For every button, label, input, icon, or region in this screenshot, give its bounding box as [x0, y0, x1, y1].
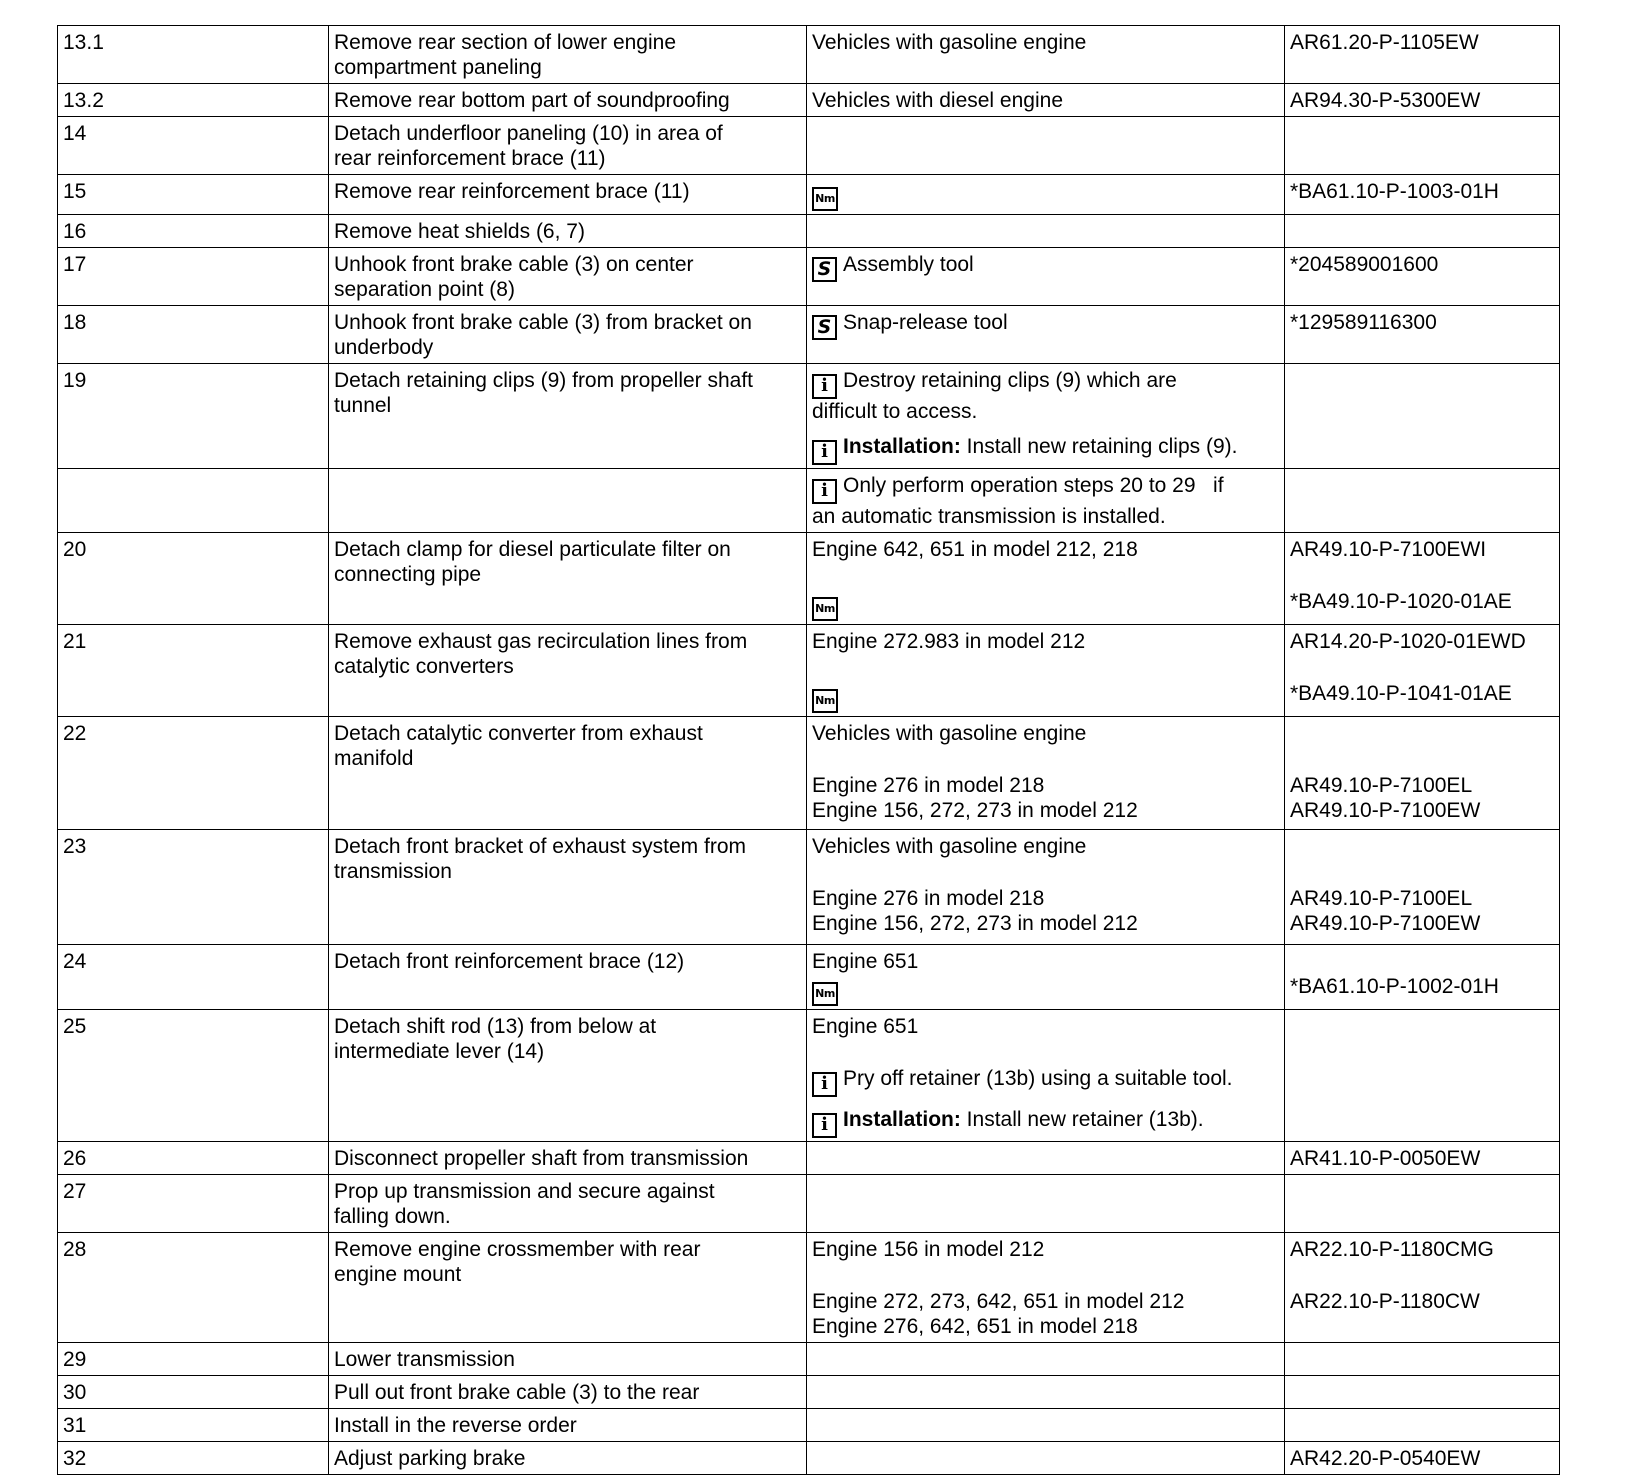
- info-icon: i: [812, 1113, 837, 1138]
- document-reference: AR14.20-P-1020-01EWD: [1290, 630, 1526, 653]
- condition-text: Engine 276 in model 218: [812, 774, 1045, 797]
- operation-cell: [329, 469, 807, 533]
- condition-line: [812, 1289, 1279, 1314]
- reference-cell: [1285, 1376, 1560, 1409]
- operation-text: compartment paneling: [334, 56, 542, 79]
- document-reference: *BA49.10-P-1020-01AE: [1290, 590, 1512, 613]
- condition-text: Vehicles with gasoline engine: [812, 835, 1087, 858]
- document-reference: AR22.10-P-1180CMG: [1290, 1238, 1494, 1261]
- table-row: [58, 1442, 1560, 1475]
- operation-text: manifold: [334, 747, 414, 770]
- reference-cell: [1285, 533, 1560, 625]
- operation-text: catalytic converters: [334, 655, 514, 678]
- operation-cell: [329, 248, 807, 306]
- operation-text: Remove rear section of lower engine: [334, 31, 677, 54]
- operation-text: Detach front reinforcement brace (12): [334, 950, 685, 973]
- operation-cell: [329, 1409, 807, 1442]
- reference-cell: [1285, 469, 1560, 533]
- condition-cell: [807, 1409, 1285, 1442]
- table-row: [58, 1343, 1560, 1376]
- operation-cell: [329, 215, 807, 248]
- condition-text: difficult to access.: [812, 400, 978, 423]
- operation-text: rear reinforcement brace (11): [334, 147, 606, 170]
- condition-cell: [807, 1442, 1285, 1475]
- step-number-cell: [58, 1442, 329, 1475]
- step-number-cell: [58, 1343, 329, 1376]
- info-icon: i: [812, 479, 837, 504]
- condition-line: [812, 434, 1279, 465]
- operation-text: separation point (8): [334, 278, 515, 301]
- reference-cell: [1285, 306, 1560, 364]
- reference-cell: [1285, 1010, 1560, 1142]
- condition-text: Engine 642, 651 in model 212, 218: [812, 538, 1138, 561]
- document-reference: AR49.10-P-7100EW: [1290, 912, 1481, 935]
- step-number-cell: [58, 215, 329, 248]
- special-tool-icon: S: [812, 257, 837, 282]
- document-reference: AR49.10-P-7100EW: [1290, 799, 1481, 822]
- operation-text: Detach catalytic converter from exhaust: [334, 722, 703, 745]
- condition-line: [812, 886, 1279, 911]
- condition-cell: [807, 830, 1285, 945]
- step-number: 26: [63, 1147, 87, 1170]
- condition-cell: [807, 1175, 1285, 1233]
- reference-cell: [1285, 26, 1560, 84]
- step-number-cell: [58, 1142, 329, 1175]
- condition-text: Engine 651: [812, 1015, 919, 1038]
- step-number-cell: [58, 1376, 329, 1409]
- condition-cell: [807, 364, 1285, 469]
- condition-cell: [807, 175, 1285, 215]
- step-number: 32: [63, 1447, 87, 1470]
- condition-text: Install new retainer (13b).: [960, 1108, 1204, 1131]
- step-number-cell: [58, 175, 329, 215]
- reference-cell: [1285, 1142, 1560, 1175]
- operation-text: Detach underfloor paneling (10) in area of: [334, 122, 723, 145]
- condition-line: [812, 1237, 1279, 1262]
- condition-cell: [807, 84, 1285, 117]
- operation-text: Detach retaining clips (9) from propeller shaft: [334, 369, 754, 392]
- document-reference: AR22.10-P-1180CW: [1290, 1290, 1480, 1313]
- condition-cell: [807, 1010, 1285, 1142]
- operation-text: Unhook front brake cable (3) on center: [334, 253, 694, 276]
- info-icon: i: [812, 440, 837, 465]
- operation-text: Remove engine crossmember with rear: [334, 1238, 701, 1261]
- operation-cell: [329, 364, 807, 469]
- condition-line: [812, 504, 1279, 529]
- operation-cell: [329, 1175, 807, 1233]
- condition-cell: [807, 248, 1285, 306]
- operation-text: falling down.: [334, 1205, 451, 1228]
- operation-cell: [329, 1376, 807, 1409]
- condition-line: [812, 629, 1279, 654]
- condition-line: [812, 798, 1279, 823]
- installation-label: Installation:: [843, 1108, 961, 1131]
- operation-text: Unhook front brake cable (3) from bracket on: [334, 311, 752, 334]
- step-number-cell: [58, 1175, 329, 1233]
- step-number: 13.1: [63, 31, 104, 54]
- operation-text: Detach shift rod (13) from below at: [334, 1015, 657, 1038]
- operation-text: Install in the reverse order: [334, 1414, 577, 1437]
- reference-cell: [1285, 1409, 1560, 1442]
- reference-cell: [1285, 1233, 1560, 1343]
- document-reference: AR41.10-P-0050EW: [1290, 1147, 1481, 1170]
- operation-text: Remove rear bottom part of soundproofing: [334, 89, 730, 112]
- condition-text: Vehicles with diesel engine: [812, 89, 1063, 112]
- condition-line: [812, 911, 1279, 936]
- step-number-cell: [58, 84, 329, 117]
- operation-cell: [329, 717, 807, 830]
- operation-cell: [329, 84, 807, 117]
- table-row: [58, 1175, 1560, 1233]
- step-number-cell: [58, 26, 329, 84]
- condition-line: [812, 589, 1279, 621]
- info-icon: i: [812, 1072, 837, 1097]
- document-reference: AR49.10-P-7100EL: [1290, 774, 1473, 797]
- step-number: 24: [63, 950, 87, 973]
- procedure-table: [57, 25, 1560, 1475]
- condition-cell: [807, 469, 1285, 533]
- condition-cell: [807, 1376, 1285, 1409]
- condition-text: Engine 272, 273, 642, 651 in model 212: [812, 1290, 1185, 1313]
- condition-text: Engine 276, 642, 651 in model 218: [812, 1315, 1138, 1338]
- operation-text: underbody: [334, 336, 434, 359]
- condition-text: Assembly tool: [843, 253, 974, 276]
- document-reference: *204589001600: [1290, 253, 1439, 276]
- step-number: 17: [63, 253, 87, 276]
- condition-cell: [807, 717, 1285, 830]
- condition-text: Engine 156, 272, 273 in model 212: [812, 799, 1138, 822]
- condition-line: [812, 681, 1279, 713]
- table-row: [58, 306, 1560, 364]
- operation-text: Detach clamp for diesel particulate filter on: [334, 538, 731, 561]
- step-number-cell: [58, 533, 329, 625]
- step-number: 21: [63, 630, 87, 653]
- step-number-cell: [58, 945, 329, 1010]
- table-row: [58, 625, 1560, 717]
- condition-cell: [807, 26, 1285, 84]
- step-number: 19: [63, 369, 87, 392]
- step-number: 15: [63, 180, 87, 203]
- table-row: [58, 215, 1560, 248]
- condition-line: [812, 1314, 1279, 1339]
- reference-cell: [1285, 717, 1560, 830]
- table-row: [58, 175, 1560, 215]
- torque-nm-icon: Nm: [812, 689, 838, 713]
- step-number: 20: [63, 538, 87, 561]
- condition-cell: [807, 215, 1285, 248]
- document-reference: AR61.20-P-1105EW: [1290, 31, 1479, 54]
- step-number: 25: [63, 1015, 87, 1038]
- operation-text: tunnel: [334, 394, 392, 417]
- step-number: 23: [63, 835, 87, 858]
- condition-line: [812, 834, 1279, 859]
- torque-nm-icon: Nm: [812, 597, 838, 621]
- operation-cell: [329, 117, 807, 175]
- table-row: [58, 84, 1560, 117]
- condition-line: [812, 537, 1279, 562]
- step-number: 13.2: [63, 89, 104, 112]
- condition-text: Destroy retaining clips (9) which are: [843, 369, 1177, 392]
- condition-line: [812, 88, 1279, 113]
- document-reference: AR42.20-P-0540EW: [1290, 1447, 1481, 1470]
- condition-line: [812, 974, 1279, 1006]
- document-reference: [1290, 949, 1554, 974]
- reference-cell: [1285, 945, 1560, 1010]
- reference-cell: [1285, 215, 1560, 248]
- condition-line: [812, 721, 1279, 746]
- condition-text: Vehicles with gasoline engine: [812, 31, 1087, 54]
- condition-text: Engine 156, 272, 273 in model 212: [812, 912, 1138, 935]
- reference-cell: [1285, 364, 1560, 469]
- operation-cell: [329, 1010, 807, 1142]
- table-row: [58, 1409, 1560, 1442]
- step-number-cell: [58, 830, 329, 945]
- table-row: [58, 364, 1560, 469]
- reference-cell: [1285, 84, 1560, 117]
- document-reference: [1290, 721, 1554, 746]
- torque-nm-icon: Nm: [812, 187, 838, 211]
- step-number-cell: [58, 364, 329, 469]
- table-row: [58, 945, 1560, 1010]
- document-reference: *129589116300: [1290, 311, 1437, 334]
- operation-cell: [329, 830, 807, 945]
- document-reference: AR94.30-P-5300EW: [1290, 89, 1481, 112]
- operation-cell: [329, 1343, 807, 1376]
- table-row: [58, 1376, 1560, 1409]
- operation-text: engine mount: [334, 1263, 462, 1286]
- step-number: 28: [63, 1238, 87, 1261]
- operation-cell: [329, 175, 807, 215]
- operation-cell: [329, 1442, 807, 1475]
- reference-cell: [1285, 1442, 1560, 1475]
- step-number: 29: [63, 1348, 87, 1371]
- condition-line: [812, 310, 1279, 340]
- operation-cell: [329, 306, 807, 364]
- condition-text: Pry off retainer (13b) using a suitable tool.: [843, 1067, 1233, 1090]
- condition-line: [812, 1066, 1279, 1097]
- operation-cell: [329, 625, 807, 717]
- condition-cell: [807, 1343, 1285, 1376]
- condition-text: an automatic transmission is installed.: [812, 505, 1166, 528]
- table-row: [58, 533, 1560, 625]
- condition-text: Engine 156 in model 212: [812, 1238, 1045, 1261]
- document-reference: AR49.10-P-7100EWI: [1290, 538, 1487, 561]
- condition-text: Install new retaining clips (9).: [960, 435, 1238, 458]
- condition-line: [812, 1107, 1279, 1138]
- condition-line: [812, 30, 1279, 55]
- table-row: [58, 830, 1560, 945]
- step-number: 14: [63, 122, 87, 145]
- operation-text: Pull out front brake cable (3) to the rear: [334, 1381, 700, 1404]
- step-number: 30: [63, 1381, 87, 1404]
- operation-text: Adjust parking brake: [334, 1447, 526, 1470]
- condition-text: Engine 272.983 in model 212: [812, 630, 1086, 653]
- step-number-cell: [58, 625, 329, 717]
- table-row: [58, 717, 1560, 830]
- step-number-cell: [58, 1409, 329, 1442]
- document-reference: AR49.10-P-7100EL: [1290, 887, 1473, 910]
- operation-text: Disconnect propeller shaft from transmission: [334, 1147, 749, 1170]
- step-number: 22: [63, 722, 87, 745]
- condition-text: Engine 276 in model 218: [812, 887, 1045, 910]
- condition-line: [812, 399, 1279, 424]
- condition-cell: [807, 1142, 1285, 1175]
- reference-cell: [1285, 175, 1560, 215]
- condition-line: [812, 368, 1279, 399]
- condition-line: [812, 949, 1279, 974]
- condition-text: Vehicles with gasoline engine: [812, 722, 1087, 745]
- condition-cell: [807, 306, 1285, 364]
- operation-cell: [329, 26, 807, 84]
- condition-text: Snap-release tool: [843, 311, 1008, 334]
- table-row: [58, 1233, 1560, 1343]
- reference-cell: [1285, 625, 1560, 717]
- operation-text: Prop up transmission and secure against: [334, 1180, 715, 1203]
- reference-cell: [1285, 1175, 1560, 1233]
- operation-text: Remove exhaust gas recirculation lines from: [334, 630, 748, 653]
- condition-cell: [807, 945, 1285, 1010]
- table-row: [58, 1010, 1560, 1142]
- table-row: [58, 117, 1560, 175]
- step-number-cell: [58, 1233, 329, 1343]
- table-row: [58, 26, 1560, 84]
- condition-line: [812, 1014, 1279, 1039]
- condition-line: [812, 473, 1279, 504]
- condition-text: Engine 651: [812, 950, 919, 973]
- document-reference: *BA61.10-P-1002-01H: [1290, 975, 1499, 998]
- operation-text: transmission: [334, 860, 452, 883]
- special-tool-icon: S: [812, 315, 837, 340]
- operation-text: Remove rear reinforcement brace (11): [334, 180, 690, 203]
- operation-cell: [329, 533, 807, 625]
- reference-cell: [1285, 1343, 1560, 1376]
- reference-cell: [1285, 117, 1560, 175]
- step-number-cell: [58, 1010, 329, 1142]
- operation-text: Lower transmission: [334, 1348, 515, 1371]
- step-number: 27: [63, 1180, 87, 1203]
- table-row: [58, 248, 1560, 306]
- document-reference: *BA61.10-P-1003-01H: [1290, 180, 1499, 203]
- condition-cell: [807, 625, 1285, 717]
- condition-line: [812, 252, 1279, 282]
- installation-label: Installation:: [843, 435, 961, 458]
- reference-cell: [1285, 248, 1560, 306]
- document-reference: [1290, 834, 1554, 859]
- step-number-cell: [58, 717, 329, 830]
- operation-text: connecting pipe: [334, 563, 482, 586]
- operation-cell: [329, 1142, 807, 1175]
- step-number-cell: [58, 306, 329, 364]
- document-reference: *BA49.10-P-1041-01AE: [1290, 682, 1512, 705]
- operation-text: Detach front bracket of exhaust system from: [334, 835, 747, 858]
- operation-text: Remove heat shields (6, 7): [334, 220, 585, 243]
- reference-cell: [1285, 830, 1560, 945]
- info-icon: i: [812, 374, 837, 399]
- condition-cell: [807, 533, 1285, 625]
- step-number: 16: [63, 220, 87, 243]
- step-number: 31: [63, 1414, 87, 1437]
- condition-cell: [807, 1233, 1285, 1343]
- condition-text: Only perform operation steps 20 to 29 if: [843, 474, 1224, 497]
- condition-line: [812, 773, 1279, 798]
- table-row: [58, 1142, 1560, 1175]
- operation-cell: [329, 945, 807, 1010]
- step-number: 18: [63, 311, 87, 334]
- step-number-cell: [58, 469, 329, 533]
- table-row: [58, 469, 1560, 533]
- condition-line: [812, 179, 1279, 211]
- step-number-cell: [58, 248, 329, 306]
- procedure-table-body: [58, 26, 1560, 1475]
- operation-text: intermediate lever (14): [334, 1040, 545, 1063]
- operation-cell: [329, 1233, 807, 1343]
- condition-cell: [807, 117, 1285, 175]
- step-number-cell: [58, 117, 329, 175]
- torque-nm-icon: Nm: [812, 982, 838, 1006]
